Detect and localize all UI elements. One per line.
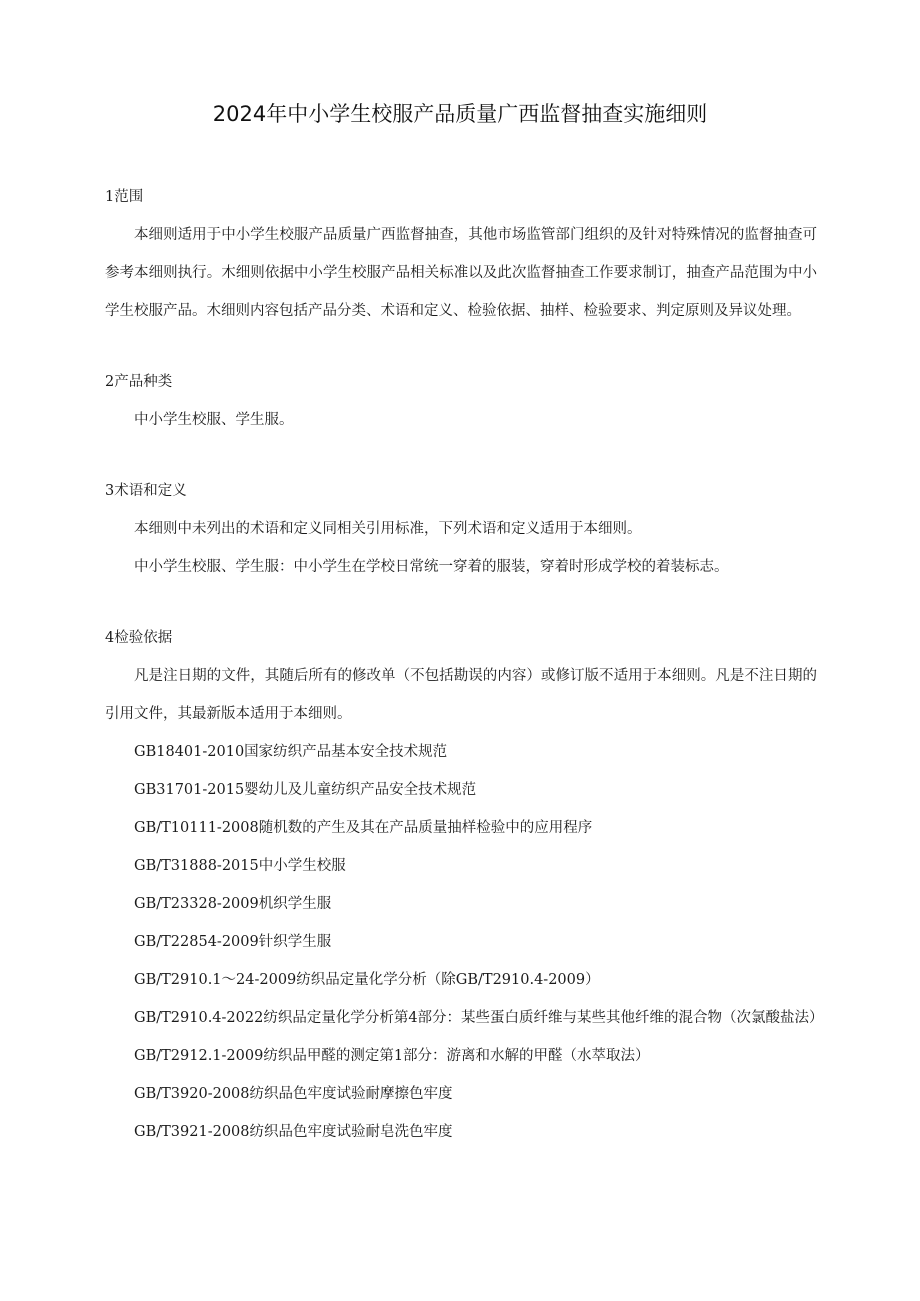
standard-item: GB18401-2010国家纺织产品基本安全技术规范: [134, 744, 448, 760]
section-terms-definitions: [105, 472, 817, 586]
standard-item: GB/T3920-2008纺织品色牢度试验耐摩擦色牢度: [134, 1086, 453, 1102]
standard-item: GB/T31888-2015中小学生校服: [134, 858, 346, 874]
standard-item: GB/T2912.1-2009纺织品甲醛的测定第1部分：游离和水解的甲醛（水萃取法）: [134, 1048, 650, 1064]
section-paragraph: 本细则中未列出的术语和定义同相关引用标准，下列术语和定义适用于本细则。: [134, 521, 642, 537]
standard-item: GB/T10111-2008随机数的产生及其在产品质量抽样检验中的应用程序: [134, 820, 593, 836]
standards-list: [105, 733, 824, 1151]
section-paragraph: 本细则适用于中小学生校服产品质量广西监督抽查，其他市场监管部门组织的及针对特殊情况的监督抽查可参考本细则执行。木细则依据中小学生校服产品相关标准以及此次监督抽查工作要求制订，抽查产品范围为中小学生校服产品。木细则内容包括产品分类、术语和定义、检验依据、抽样、检验要求、判定原则及异议处理。: [105, 227, 817, 319]
section-inspection-basis: [105, 619, 824, 1151]
standard-item: GB31701-2015婴幼儿及儿童纺织产品安全技术规范: [134, 782, 477, 798]
section-paragraph: 中小学生校服、学生服：中小学生在学校日常统一穿着的服装，穿着时形成学校的着装标志。: [134, 559, 729, 575]
document-body: [105, 178, 824, 1151]
standard-item: GB/T2910.1～24-2009纺织品定量化学分析（除GB/T2910.4-2009）: [134, 972, 600, 988]
section-heading: 4检验依据: [105, 630, 173, 646]
section-heading: 2产品种类: [105, 374, 173, 390]
standard-item: GB/T23328-2009机织学生服: [134, 896, 332, 912]
section-product-types: [105, 363, 817, 439]
document-title: 2024年中小学生校服产品质量广西监督抽查实施细则: [212, 102, 708, 126]
standard-item: GB/T3921-2008纺织品色牢度试验耐皂洗色牢度: [134, 1124, 453, 1140]
standard-item: GB/T22854-2009针织学生服: [134, 934, 332, 950]
section-scope: [105, 178, 817, 330]
section-paragraph: 中小学生校服、学生服。: [134, 412, 294, 428]
standard-item: GB/T2910.4-2022纺织品定量化学分析第4部分：某些蛋白质纤维与某些其他纤维的混合物（次氯酸盐法）: [134, 1010, 824, 1026]
section-heading: 3术语和定义: [105, 483, 187, 499]
section-heading: 1范围: [105, 189, 144, 205]
section-paragraph: 凡是注日期的文件，其随后所有的修改单（不包括勘误的内容）或修订版不适用于本细则。凡是不注日期的引用文件，其最新版本适用于本细则。: [105, 668, 817, 722]
